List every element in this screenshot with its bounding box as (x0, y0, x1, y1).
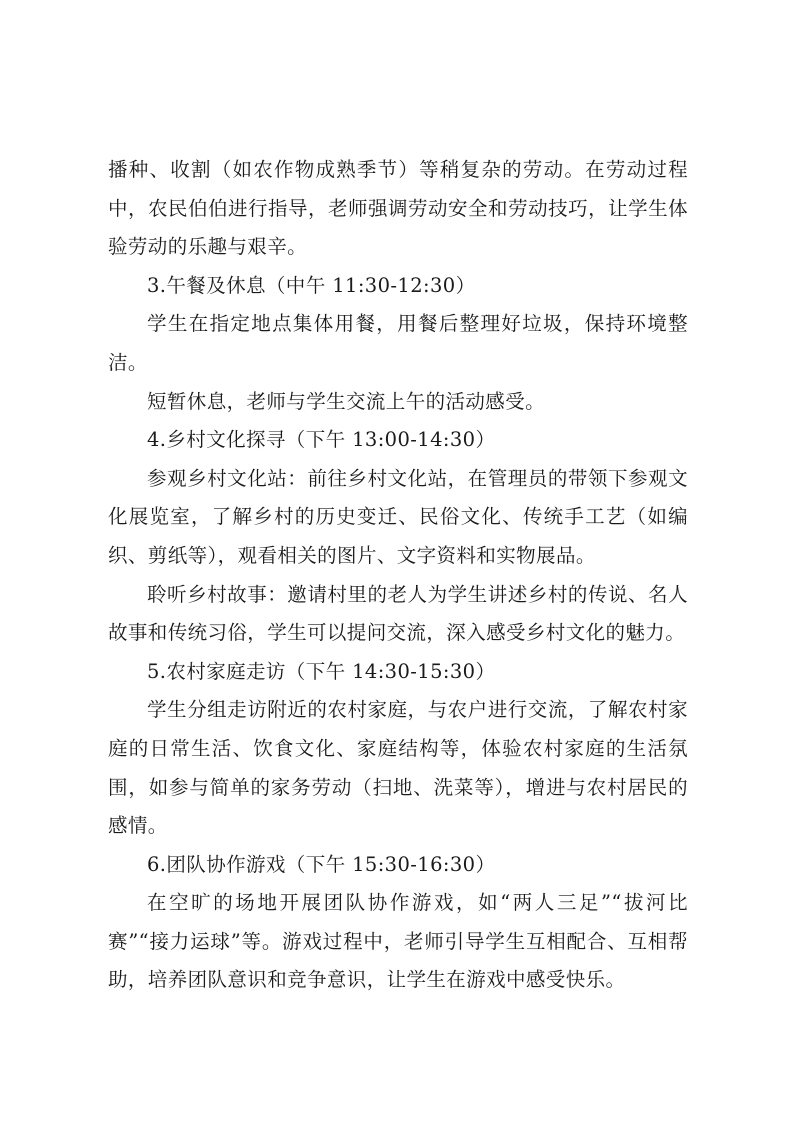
paragraph-family-visit: 学生分组走访附近的农村家庭，与农户进行交流，了解农村家庭的日常生活、饮食文化、家庭结构等，体验农村家庭的生活氛围，如参与简单的家务劳动（扫地、洗菜等），增进与农村居民的感情。 (108, 698, 688, 838)
paragraph-labor-continuation: 播种、收割（如农作物成熟季节）等稍复杂的劳动。在劳动过程中，农民伯伯进行指导，老师强调劳动安全和劳动技巧，让学生体验劳动的乐趣与艰辛。 (108, 158, 688, 259)
paragraph-village-stories: 聆听乡村故事：邀请村里的老人为学生讲述乡村的传说、名人故事和传统习俗，学生可以提问交流，深入感受乡村文化的魅力。 (108, 582, 688, 645)
paragraph-culture-station: 参观乡村文化站：前往乡村文化站，在管理员的带领下参观文化展览室，了解乡村的历史变迁、民俗文化、传统手工艺（如编织、剪纸等），观看相关的图片、文字资料和实物展品。 (108, 466, 688, 567)
heading-family-visit: 5.农村家庭走访（下午 14:30-15:30） (147, 659, 496, 683)
heading-team-games: 6.团队协作游戏（下午 15:30-16:30） (147, 852, 496, 876)
paragraph-rest: 短暂休息，老师与学生交流上午的活动感受。 (147, 389, 546, 413)
heading-lunch-rest: 3.午餐及休息（中午 11:30-12:30） (147, 273, 476, 297)
heading-rural-culture: 4.乡村文化探寻（下午 13:00-14:30） (147, 428, 496, 452)
paragraph-team-games: 在空旷的场地开展团队协作游戏，如“两人三足”“拔河比赛”“接力运球”等。游戏过程中，老师引导学生互相配合、互相帮助，培养团队意识和竞争意识，让学生在游戏中感受快乐。 (108, 891, 688, 992)
document-body (108, 151, 688, 1000)
paragraph-lunch: 学生在指定地点集体用餐，用餐后整理好垃圾，保持环境整洁。 (108, 312, 688, 374)
